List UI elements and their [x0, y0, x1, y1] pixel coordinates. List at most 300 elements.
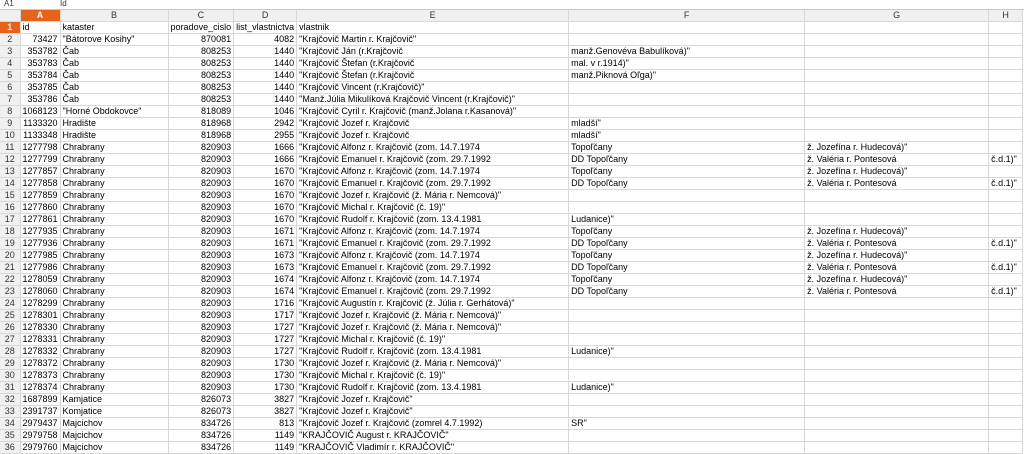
cell-g[interactable] — [805, 406, 989, 418]
row-header[interactable]: 7 — [0, 94, 20, 106]
cell-a[interactable]: 1277936 — [20, 238, 60, 250]
cell-d[interactable]: 1674 — [234, 274, 297, 286]
name-box[interactable]: A1 — [4, 0, 14, 8]
row-header[interactable]: 4 — [0, 58, 20, 70]
cell-f[interactable] — [569, 106, 805, 118]
cell-d[interactable]: 1727 — [234, 346, 297, 358]
cell-f[interactable]: DD Topoľčany — [569, 238, 805, 250]
cell-a[interactable]: 73427 — [20, 34, 60, 46]
row-header[interactable]: 22 — [0, 274, 20, 286]
cell-g[interactable] — [805, 370, 989, 382]
cell-b[interactable]: Chrabrany — [60, 166, 168, 178]
cell-f[interactable] — [569, 442, 805, 454]
cell-f[interactable] — [569, 334, 805, 346]
row-header[interactable]: 21 — [0, 262, 20, 274]
cell-e[interactable]: "Krajčovič Emanuel r. Krajčovič (zom. 29.7.1992 — [297, 154, 569, 166]
cell-a[interactable]: 1687899 — [20, 394, 60, 406]
cell-b[interactable]: Chrabrany — [60, 154, 168, 166]
column-header-f[interactable]: F — [569, 10, 805, 22]
cell-b[interactable]: Chrabrany — [60, 310, 168, 322]
cell-e[interactable]: "Krajčovič Alfonz r. Krajčovič (zom. 14.7.1974 — [297, 250, 569, 262]
cell-g[interactable] — [805, 130, 989, 142]
cell-e[interactable]: "Krajčovič Alfonz r. Krajčovič (zom. 14.7.1974 — [297, 274, 569, 286]
cell-a[interactable]: 1278299 — [20, 298, 60, 310]
cell-d[interactable]: 1440 — [234, 82, 297, 94]
cell-d[interactable]: 1717 — [234, 310, 297, 322]
cell-h[interactable] — [989, 274, 1023, 286]
row-header[interactable]: 23 — [0, 286, 20, 298]
cell-g[interactable] — [805, 106, 989, 118]
cell-f[interactable] — [569, 190, 805, 202]
cell-g[interactable]: ž. Jozefína r. Hudecová)" — [805, 142, 989, 154]
cell-g[interactable]: ž. Valéria r. Pontesová — [805, 238, 989, 250]
cell-c[interactable]: 820903 — [168, 250, 234, 262]
cell-a[interactable]: 2979760 — [20, 442, 60, 454]
cell-g[interactable]: ž. Valéria r. Pontesová — [805, 178, 989, 190]
cell-c[interactable]: 820903 — [168, 226, 234, 238]
cell-f[interactable] — [569, 358, 805, 370]
cell-b[interactable]: Chrabrany — [60, 262, 168, 274]
cell-c[interactable]: 820903 — [168, 166, 234, 178]
cell-e[interactable]: "Krajčovič Alfonz r. Krajčovič (zom. 14.7.1974 — [297, 142, 569, 154]
cell-a[interactable]: 1277798 — [20, 142, 60, 154]
cell-a[interactable]: 1278059 — [20, 274, 60, 286]
cell-f[interactable]: Topoľčany — [569, 250, 805, 262]
cell-g[interactable] — [805, 58, 989, 70]
cell-d[interactable]: 3827 — [234, 394, 297, 406]
row-header[interactable]: 34 — [0, 418, 20, 430]
cell-h[interactable] — [989, 250, 1023, 262]
cell-d[interactable]: 1673 — [234, 262, 297, 274]
cell-b[interactable]: Chrabrany — [60, 202, 168, 214]
cell-b[interactable]: Chrabrany — [60, 298, 168, 310]
row-header[interactable]: 5 — [0, 70, 20, 82]
cell-c[interactable]: 820903 — [168, 238, 234, 250]
cell-a[interactable]: 353786 — [20, 94, 60, 106]
cell-c[interactable]: 808253 — [168, 46, 234, 58]
cell-h[interactable] — [989, 310, 1023, 322]
cell-g[interactable]: ž. Jozefína r. Hudecová)" — [805, 166, 989, 178]
cell-f[interactable]: Topoľčany — [569, 226, 805, 238]
cell-g[interactable] — [805, 334, 989, 346]
row-header[interactable]: 24 — [0, 298, 20, 310]
cell-c[interactable]: 834726 — [168, 442, 234, 454]
row-header[interactable]: 3 — [0, 46, 20, 58]
cell-c[interactable]: 826073 — [168, 406, 234, 418]
cell-c[interactable]: 834726 — [168, 430, 234, 442]
row-header[interactable]: 29 — [0, 358, 20, 370]
cell-b[interactable]: Chrabrany — [60, 250, 168, 262]
cell-e[interactable]: vlastnik — [297, 22, 569, 34]
cell-b[interactable]: Čab — [60, 82, 168, 94]
cell-d[interactable]: 1727 — [234, 322, 297, 334]
cell-g[interactable] — [805, 358, 989, 370]
column-header-h[interactable]: H — [989, 10, 1023, 22]
cell-g[interactable] — [805, 298, 989, 310]
cell-a[interactable]: 1277985 — [20, 250, 60, 262]
cell-e[interactable]: "KRAJČOVIČ August r. KRAJČOVIČ" — [297, 430, 569, 442]
cell-b[interactable]: Kamjatice — [60, 394, 168, 406]
cell-e[interactable]: "Krajčovič Jozef r. Krajčovič (ž. Mária r. Nemcová)" — [297, 322, 569, 334]
cell-g[interactable] — [805, 214, 989, 226]
cell-d[interactable]: 1671 — [234, 238, 297, 250]
cell-f[interactable] — [569, 394, 805, 406]
cell-c[interactable]: 818089 — [168, 106, 234, 118]
cell-d[interactable]: 1730 — [234, 358, 297, 370]
cell-h[interactable] — [989, 94, 1023, 106]
cell-c[interactable]: 820903 — [168, 358, 234, 370]
cell-g[interactable]: ž. Jozefína r. Hudecová)" — [805, 226, 989, 238]
cell-f[interactable] — [569, 370, 805, 382]
row-header[interactable]: 16 — [0, 202, 20, 214]
cell-h[interactable] — [989, 34, 1023, 46]
cell-b[interactable]: "Bátorove Kosihy" — [60, 34, 168, 46]
cell-d[interactable]: 1670 — [234, 190, 297, 202]
cell-b[interactable]: Chrabrany — [60, 346, 168, 358]
row-header[interactable]: 14 — [0, 178, 20, 190]
column-header-b[interactable]: B — [60, 10, 168, 22]
cell-h[interactable] — [989, 430, 1023, 442]
cell-c[interactable]: 826073 — [168, 394, 234, 406]
cell-f[interactable]: DD Topoľčany — [569, 154, 805, 166]
formula-input[interactable]: Id — [60, 0, 67, 8]
cell-e[interactable]: "Krajčovič Ján (r.Krajčovič — [297, 46, 569, 58]
cell-a[interactable]: 1278060 — [20, 286, 60, 298]
row-header[interactable]: 35 — [0, 430, 20, 442]
row-header[interactable]: 6 — [0, 82, 20, 94]
cell-f[interactable] — [569, 298, 805, 310]
cell-f[interactable] — [569, 406, 805, 418]
cell-f[interactable] — [569, 34, 805, 46]
cell-b[interactable]: Chrabrany — [60, 238, 168, 250]
cell-b[interactable]: Chrabrany — [60, 226, 168, 238]
cell-a[interactable]: 1277857 — [20, 166, 60, 178]
cell-d[interactable]: 1727 — [234, 334, 297, 346]
cell-h[interactable] — [989, 406, 1023, 418]
cell-e[interactable]: "Krajčovič Augustín r. Krajčovič (ž. Júlia r. Gerhátová)" — [297, 298, 569, 310]
cell-g[interactable] — [805, 118, 989, 130]
row-header[interactable]: 12 — [0, 154, 20, 166]
cell-f[interactable]: DD Topoľčany — [569, 262, 805, 274]
cell-e[interactable]: "Manž.Júlia Mikulíková Krajčovič Vincent (r.Krajčovič)" — [297, 94, 569, 106]
cell-c[interactable]: 808253 — [168, 82, 234, 94]
cell-a[interactable]: 353785 — [20, 82, 60, 94]
cell-e[interactable]: "Krajčovič Jozef r. Krajčovič — [297, 130, 569, 142]
cell-d[interactable]: 1440 — [234, 70, 297, 82]
cell-b[interactable]: Hradište — [60, 130, 168, 142]
cell-e[interactable]: "Krajčovič Jozef r. Krajčovič (ž. Mária r. Nemcová)" — [297, 190, 569, 202]
cell-c[interactable]: 818968 — [168, 118, 234, 130]
cell-a[interactable]: 1277935 — [20, 226, 60, 238]
cell-a[interactable]: id — [20, 22, 60, 34]
cell-c[interactable]: 834726 — [168, 418, 234, 430]
cell-a[interactable]: 1277799 — [20, 154, 60, 166]
cell-h[interactable] — [989, 118, 1023, 130]
row-header[interactable]: 31 — [0, 382, 20, 394]
cell-a[interactable]: 353783 — [20, 58, 60, 70]
cell-a[interactable]: 1277859 — [20, 190, 60, 202]
cell-a[interactable]: 2979758 — [20, 430, 60, 442]
cell-d[interactable]: 3827 — [234, 406, 297, 418]
cell-d[interactable]: list_vlastnictva — [234, 22, 297, 34]
cell-b[interactable]: kataster — [60, 22, 168, 34]
cell-f[interactable]: Topoľčany — [569, 166, 805, 178]
cell-h[interactable] — [989, 46, 1023, 58]
row-header[interactable]: 20 — [0, 250, 20, 262]
cell-g[interactable] — [805, 310, 989, 322]
cell-a[interactable]: 1278331 — [20, 334, 60, 346]
cell-g[interactable]: ž. Valéria r. Pontesová — [805, 286, 989, 298]
cell-e[interactable]: "Krajčovič Jozef r. Krajčovič (zomrel 4.7.1992) — [297, 418, 569, 430]
cell-f[interactable]: mal. v r.1914)" — [569, 58, 805, 70]
cell-h[interactable] — [989, 202, 1023, 214]
cell-d[interactable]: 1149 — [234, 442, 297, 454]
cell-h[interactable] — [989, 214, 1023, 226]
cell-f[interactable]: Ludanice)" — [569, 346, 805, 358]
cell-h[interactable] — [989, 130, 1023, 142]
cell-h[interactable] — [989, 58, 1023, 70]
row-header[interactable]: 17 — [0, 214, 20, 226]
cell-h[interactable] — [989, 70, 1023, 82]
cell-h[interactable] — [989, 22, 1023, 34]
cell-e[interactable]: "Krajčovič Štefan (r.Krajčovič — [297, 70, 569, 82]
cell-h[interactable] — [989, 394, 1023, 406]
cell-a[interactable]: 1278374 — [20, 382, 60, 394]
cell-g[interactable] — [805, 22, 989, 34]
cell-b[interactable]: Komjatice — [60, 406, 168, 418]
select-all-corner[interactable] — [0, 10, 20, 22]
cell-h[interactable] — [989, 106, 1023, 118]
cell-e[interactable]: "Krajčovič Michal r. Krajčovič (č. 19)" — [297, 202, 569, 214]
cell-e[interactable]: "Krajčovič Jozef r. Krajčovič (ž. Mária r. Nemcová)" — [297, 358, 569, 370]
cell-c[interactable]: 818968 — [168, 130, 234, 142]
cell-h[interactable] — [989, 322, 1023, 334]
cell-g[interactable]: ž. Valéria r. Pontesová — [805, 262, 989, 274]
row-header[interactable]: 10 — [0, 130, 20, 142]
cell-e[interactable]: "KRAJČOVIČ Vladimír r. KRAJČOVIČ" — [297, 442, 569, 454]
cell-g[interactable] — [805, 322, 989, 334]
cell-d[interactable]: 1674 — [234, 286, 297, 298]
cell-g[interactable] — [805, 70, 989, 82]
cell-d[interactable]: 1440 — [234, 94, 297, 106]
cell-d[interactable]: 1670 — [234, 214, 297, 226]
cell-e[interactable]: "Krajčovič Emanuel r. Krajčovič (zom. 29.7.1992 — [297, 238, 569, 250]
cell-b[interactable]: Chrabrany — [60, 178, 168, 190]
cell-c[interactable]: 820903 — [168, 178, 234, 190]
cell-b[interactable]: Čab — [60, 70, 168, 82]
cell-h[interactable] — [989, 298, 1023, 310]
cell-b[interactable]: Chrabrany — [60, 190, 168, 202]
cell-f[interactable] — [569, 322, 805, 334]
cell-f[interactable]: SR" — [569, 418, 805, 430]
row-header[interactable]: 30 — [0, 370, 20, 382]
cell-d[interactable]: 1670 — [234, 178, 297, 190]
cell-f[interactable]: Ludanice)" — [569, 382, 805, 394]
cell-h[interactable]: č.d.1)" — [989, 262, 1023, 274]
cell-a[interactable]: 1133348 — [20, 130, 60, 142]
cell-e[interactable]: "Krajčovič Emanuel r. Krajčovič (zom. 29.7.1992 — [297, 286, 569, 298]
cell-b[interactable]: Chrabrany — [60, 370, 168, 382]
cell-f[interactable]: mladší" — [569, 118, 805, 130]
row-header[interactable]: 15 — [0, 190, 20, 202]
cell-b[interactable]: Chrabrany — [60, 142, 168, 154]
cell-g[interactable] — [805, 82, 989, 94]
cell-a[interactable]: 2391737 — [20, 406, 60, 418]
cell-e[interactable]: "Krajčovič Jozef r. Krajčovič — [297, 118, 569, 130]
cell-f[interactable] — [569, 82, 805, 94]
cell-g[interactable]: ž. Valéria r. Pontesová — [805, 154, 989, 166]
cell-a[interactable]: 1277986 — [20, 262, 60, 274]
cell-d[interactable]: 1670 — [234, 166, 297, 178]
cell-a[interactable]: 1278372 — [20, 358, 60, 370]
row-header[interactable]: 1 — [0, 22, 20, 34]
cell-f[interactable]: manž.Genovéva Babulíková)" — [569, 46, 805, 58]
cell-e[interactable]: "Krajčovič Martin r. Krajčovič" — [297, 34, 569, 46]
cell-a[interactable]: 353782 — [20, 46, 60, 58]
cell-e[interactable]: "Krajčovič Štefan (r.Krajčovič — [297, 58, 569, 70]
row-header[interactable]: 33 — [0, 406, 20, 418]
cell-a[interactable]: 1278301 — [20, 310, 60, 322]
cell-c[interactable]: 820903 — [168, 322, 234, 334]
cell-g[interactable] — [805, 394, 989, 406]
cell-c[interactable]: 808253 — [168, 58, 234, 70]
cell-f[interactable]: Ludanice)" — [569, 214, 805, 226]
cell-h[interactable] — [989, 382, 1023, 394]
cell-h[interactable] — [989, 418, 1023, 430]
cell-a[interactable]: 1278330 — [20, 322, 60, 334]
cell-h[interactable]: č.d.1)" — [989, 286, 1023, 298]
cell-f[interactable] — [569, 22, 805, 34]
cell-b[interactable]: Hradište — [60, 118, 168, 130]
cell-f[interactable] — [569, 430, 805, 442]
row-header[interactable]: 25 — [0, 310, 20, 322]
cell-g[interactable] — [805, 46, 989, 58]
row-header[interactable]: 32 — [0, 394, 20, 406]
cell-e[interactable]: "Krajčovič Jozef r. Krajčovič (ž. Mária r. Nemcová)" — [297, 310, 569, 322]
cell-c[interactable]: 820903 — [168, 310, 234, 322]
cell-c[interactable]: 820903 — [168, 262, 234, 274]
cell-a[interactable]: 1277860 — [20, 202, 60, 214]
cell-h[interactable] — [989, 346, 1023, 358]
cell-a[interactable]: 1133320 — [20, 118, 60, 130]
cell-d[interactable]: 1730 — [234, 382, 297, 394]
cell-g[interactable] — [805, 94, 989, 106]
cell-c[interactable]: 820903 — [168, 346, 234, 358]
cell-g[interactable] — [805, 202, 989, 214]
cell-d[interactable]: 1730 — [234, 370, 297, 382]
cell-b[interactable]: Majcichov — [60, 418, 168, 430]
cell-d[interactable]: 1666 — [234, 142, 297, 154]
cell-c[interactable]: 820903 — [168, 274, 234, 286]
cell-h[interactable] — [989, 190, 1023, 202]
cell-e[interactable]: "Krajčovič Rudolf r. Krajčovič (zom. 13.4.1981 — [297, 382, 569, 394]
spreadsheet-grid[interactable] — [0, 10, 1023, 454]
cell-h[interactable]: č.d.1)" — [989, 154, 1023, 166]
cell-g[interactable] — [805, 442, 989, 454]
cell-e[interactable]: "Krajčovič Jozef r. Krajčovič" — [297, 394, 569, 406]
cell-f[interactable]: DD Topoľčany — [569, 178, 805, 190]
cell-d[interactable]: 1671 — [234, 226, 297, 238]
cell-a[interactable]: 1278332 — [20, 346, 60, 358]
row-header[interactable]: 2 — [0, 34, 20, 46]
cell-h[interactable] — [989, 442, 1023, 454]
cell-b[interactable]: Čab — [60, 94, 168, 106]
cell-c[interactable]: 820903 — [168, 370, 234, 382]
cell-b[interactable]: Čab — [60, 58, 168, 70]
cell-f[interactable] — [569, 94, 805, 106]
cell-h[interactable] — [989, 358, 1023, 370]
cell-h[interactable]: č.d.1)" — [989, 178, 1023, 190]
cell-f[interactable]: Topoľčany — [569, 142, 805, 154]
cell-b[interactable]: Chrabrany — [60, 358, 168, 370]
cell-d[interactable]: 1046 — [234, 106, 297, 118]
cell-c[interactable]: 820903 — [168, 154, 234, 166]
cell-c[interactable]: 808253 — [168, 70, 234, 82]
row-header[interactable]: 11 — [0, 142, 20, 154]
cell-d[interactable]: 1673 — [234, 250, 297, 262]
row-header[interactable]: 18 — [0, 226, 20, 238]
cell-a[interactable]: 353784 — [20, 70, 60, 82]
cell-h[interactable] — [989, 142, 1023, 154]
cell-d[interactable]: 813 — [234, 418, 297, 430]
cell-b[interactable]: Chrabrany — [60, 214, 168, 226]
cell-e[interactable]: "Krajčovič Vincent (r.Krajčovič)" — [297, 82, 569, 94]
cell-g[interactable] — [805, 382, 989, 394]
row-header[interactable]: 27 — [0, 334, 20, 346]
cell-d[interactable]: 1440 — [234, 46, 297, 58]
cell-d[interactable]: 1666 — [234, 154, 297, 166]
cell-h[interactable]: č.d.1)" — [989, 238, 1023, 250]
cell-b[interactable]: Chrabrany — [60, 274, 168, 286]
cell-a[interactable]: 1068123 — [20, 106, 60, 118]
cell-e[interactable]: "Krajčovič Alfonz r. Krajčovič (zom. 14.7.1974 — [297, 226, 569, 238]
cell-d[interactable]: 2942 — [234, 118, 297, 130]
cell-f[interactable]: manž.Piknová Oľga)" — [569, 70, 805, 82]
cell-e[interactable]: "Krajčovič Emanuel r. Krajčovič (zom. 29.7.1992 — [297, 262, 569, 274]
cell-e[interactable]: "Krajčovič Michal r. Krajčovič (č. 19)" — [297, 334, 569, 346]
cell-b[interactable]: Chrabrany — [60, 286, 168, 298]
column-header-c[interactable]: C — [168, 10, 234, 22]
cell-c[interactable]: 808253 — [168, 94, 234, 106]
cell-a[interactable]: 2979437 — [20, 418, 60, 430]
cell-h[interactable] — [989, 166, 1023, 178]
cell-d[interactable]: 4082 — [234, 34, 297, 46]
cell-g[interactable] — [805, 34, 989, 46]
cell-b[interactable]: "Horné Obdokovce" — [60, 106, 168, 118]
cell-e[interactable]: "Krajčovič Rudolf r. Krajčovič (zom. 13.4.1981 — [297, 346, 569, 358]
cell-g[interactable] — [805, 346, 989, 358]
column-header-d[interactable]: D — [234, 10, 297, 22]
cell-a[interactable]: 1278373 — [20, 370, 60, 382]
cell-g[interactable] — [805, 190, 989, 202]
cell-e[interactable]: "Krajčovič Jozef r. Krajčovič" — [297, 406, 569, 418]
cell-c[interactable]: 820903 — [168, 382, 234, 394]
row-header[interactable]: 36 — [0, 442, 20, 454]
cell-a[interactable]: 1277861 — [20, 214, 60, 226]
cell-b[interactable]: Majcichov — [60, 442, 168, 454]
cell-e[interactable]: "Krajčovič Alfonz r. Krajčovič (zom. 14.7.1974 — [297, 166, 569, 178]
cell-c[interactable]: 820903 — [168, 298, 234, 310]
cell-h[interactable] — [989, 370, 1023, 382]
cell-f[interactable]: mladší" — [569, 130, 805, 142]
cell-a[interactable]: 1277858 — [20, 178, 60, 190]
cell-c[interactable]: 820903 — [168, 334, 234, 346]
cell-c[interactable]: 820903 — [168, 286, 234, 298]
cell-g[interactable] — [805, 418, 989, 430]
cell-g[interactable]: ž. Jozefína r. Hudecová)" — [805, 250, 989, 262]
cell-f[interactable]: Topoľčany — [569, 274, 805, 286]
cell-c[interactable]: poradove_cislo — [168, 22, 234, 34]
